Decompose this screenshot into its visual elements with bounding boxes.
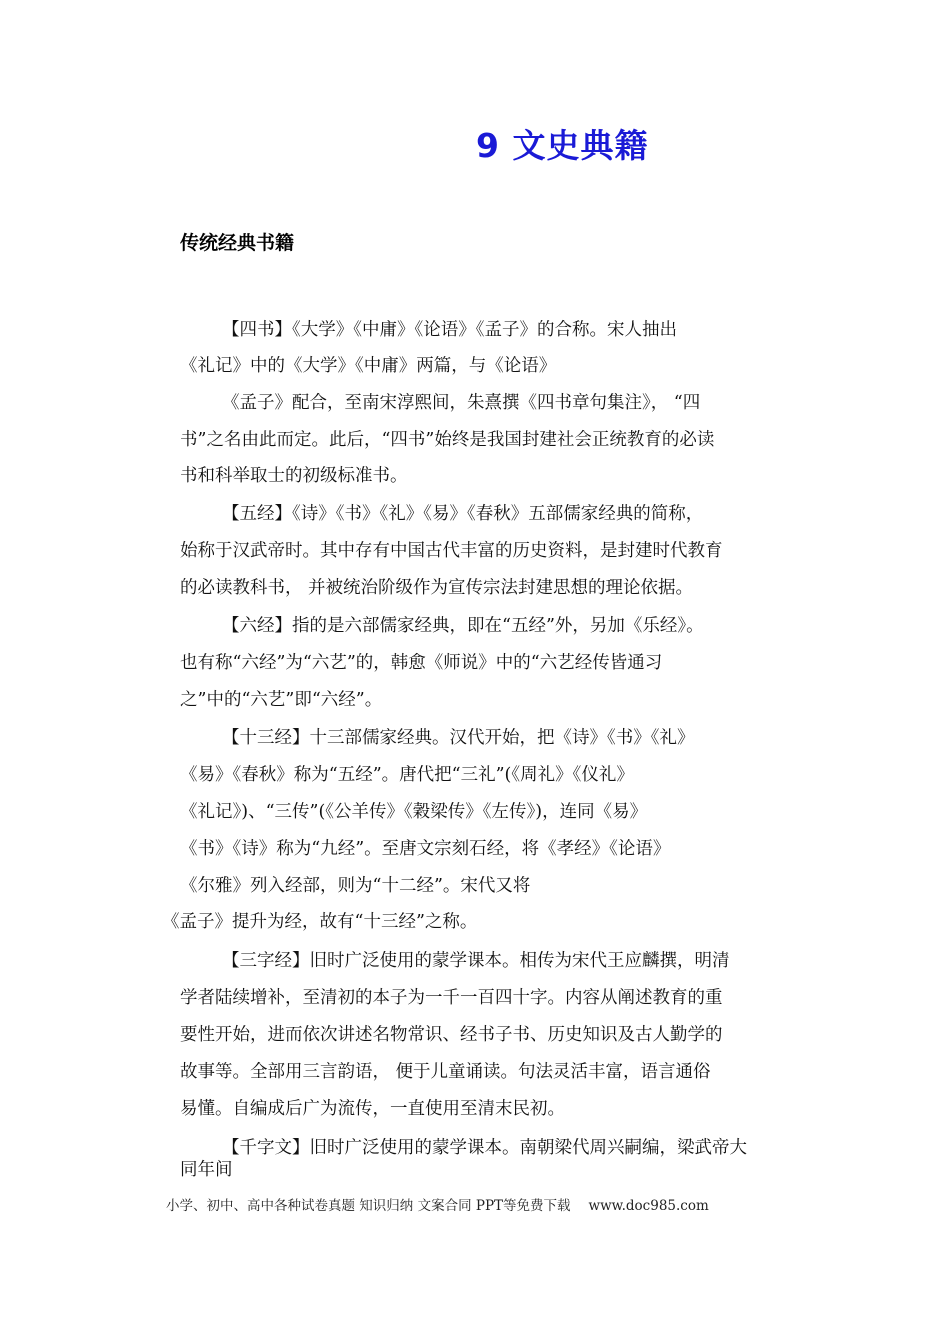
section-heading: 传统经典书籍 (180, 232, 295, 254)
body-line: 【五经】《诗》《书》《礼》《易》《春秋》五部儒家经典的简称， (222, 504, 704, 524)
body-line: 【三字经】旧时广泛使用的蒙学课本。相传为宋代王应麟撰，明清 (222, 951, 730, 971)
body-line: 同年间 (180, 1160, 233, 1180)
document-title: 9 文史典籍 (476, 126, 649, 165)
body-line: 【千字文】旧时广泛使用的蒙学课本。南朝梁代周兴嗣编，梁武帝大 (222, 1138, 747, 1158)
body-line: 始称于汉武帝时。其中存有中国古代丰富的历史资料，是封建时代教育 (180, 541, 723, 561)
body-line: 学者陆续增补，至清初的本子为一千一百四十字。内容从阐述教育的重 (180, 988, 723, 1008)
page-footer (166, 1194, 709, 1214)
body-line: 也有称“六经”为“六艺”的，韩愈《师说》中的“六艺经传皆通习 (180, 653, 663, 673)
footer-url: www.doc985.com (588, 1198, 709, 1214)
body-line: 书和科举取士的初级标准书。 (180, 466, 408, 486)
body-line: 要性开始，进而依次讲述名物常识、经书子书、历史知识及古人勤学的 (180, 1025, 723, 1045)
footer-text: 小学、初中、高中各种试卷真题 知识归纳 文案合同 PPT等免费下载 (166, 1198, 571, 1214)
body-line: 《礼记》中的《大学》《中庸》两篇，与《论语》 (180, 356, 557, 376)
body-line: 《易》《春秋》称为“五经”。唐代把“三礼”(《周礼》《仪礼》 (180, 765, 634, 785)
body-line: 【四书】《大学》《中庸》《论语》《孟子》的合称。宋人抽出 (222, 320, 677, 340)
body-line: 《尔雅》列入经部，则为“十二经”。宋代又将 (180, 876, 531, 896)
body-line: 《孟子》提升为经，故有“十三经”之称。 (162, 912, 478, 932)
body-line: 《礼记》)、“三传”(《公羊传》《穀梁传》《左传》)，连同《易》 (180, 802, 648, 822)
body-line: 【十三经】十三部儒家经典。汉代开始，把《诗》《书》《礼》 (222, 728, 695, 748)
body-line: 《书》《诗》称为“九经”。至唐文宗刻石经，将《孝经》《论语》 (180, 839, 671, 859)
body-line: 的必读教科书， 并被统治阶级作为宣传宗法封建思想的理论依据。 (180, 578, 694, 598)
body-line: 书”之名由此而定。此后，“四书”始终是我国封建社会正统教育的必读 (180, 430, 715, 450)
body-line: 故事等。全部用三言韵语， 便于儿童诵读。句法灵活丰富，语言通俗 (180, 1062, 711, 1082)
body-line: 之”中的“六艺”即“六经”。 (180, 690, 383, 710)
body-line: 易懂。自编成后广为流传，一直使用至清末民初。 (180, 1099, 565, 1119)
body-line: 【六经】指的是六部儒家经典，即在“五经”外，另加《乐经》。 (222, 616, 704, 636)
body-line: 《孟子》配合，至南宋淳熙间，朱熹撰《四书章句集注》， “四 (222, 393, 701, 413)
